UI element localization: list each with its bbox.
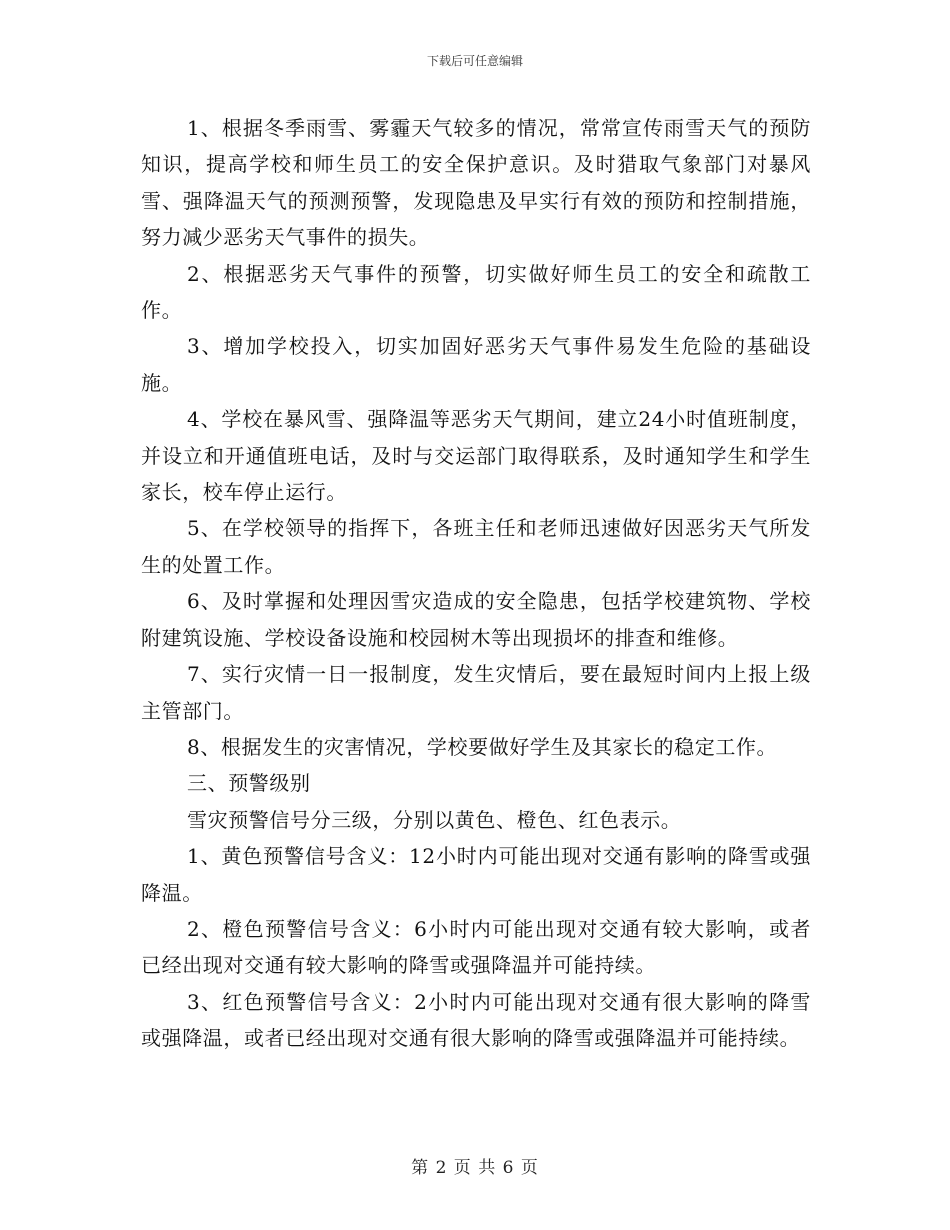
- paragraph-orange-warning: 2、橙色预警信号含义：6小时内可能出现对交通有较大影响，或者已经出现对交通有较大影响的降雪或强降温并可能持续。: [141, 916, 811, 978]
- paragraph-measure-6: 6、及时掌握和处理因雪灾造成的安全隐患，包括学校建筑物、学校附建筑设施、学校设备设施和校园树木等出现损坏的排查和维修。: [141, 589, 811, 650]
- page-footer: 第 2 页 共 6 页: [411, 1158, 539, 1178]
- paragraph-measure-3: 3、增加学校投入，切实加固好恶劣天气事件易发生危险的基础设施。: [141, 334, 811, 395]
- paragraph-measure-4: 4、学校在暴风雪、强降温等恶劣天气期间，建立24小时值班制度，并设立和开通值班电话，及时与交运部门取得联系，及时通知学生和学生家长，校车停止运行。: [141, 407, 811, 505]
- section-heading-warning-levels: 三、预警级别: [187, 771, 311, 796]
- paragraph-yellow-warning: 1、黄色预警信号含义：12小时内可能出现对交通有影响的降雪或强降温。: [141, 844, 811, 905]
- page-header: 下载后可任意编辑: [426, 54, 523, 68]
- document-body: [141, 110, 811, 1057]
- paragraph-measure-2: 2、根据恶劣天气事件的预警，切实做好师生员工的安全和疏散工作。: [141, 261, 811, 323]
- paragraph-measure-8: 8、根据发生的灾害情况，学校要做好学生及其家长的稳定工作。: [187, 734, 778, 759]
- paragraph-measure-1: 1、根据冬季雨雪、雾霾天气较多的情况，常常宣传雨雪天气的预防知识，提高学校和师生员工的安全保护意识。及时猎取气象部门对暴风雪、强降温天气的预测预警，发现隐患及早实行有效的预防和控制措施，努力减少恶劣天气事件的损失。: [141, 116, 811, 250]
- paragraph-warning-intro: 雪灾预警信号分三级，分别以黄色、橙色、红色表示。: [187, 807, 682, 832]
- paragraph-red-warning: 3、红色预警信号含义：2小时内可能出现对交通有很大影响的降雪或强降温，或者已经出现对交通有很大影响的降雪或强降温并可能持续。: [141, 989, 811, 1051]
- paragraph-measure-7: 7、实行灾情一日一报制度，发生灾情后，要在最短时间内上报上级主管部门。: [141, 662, 811, 723]
- paragraph-measure-5: 5、在学校领导的指挥下，各班主任和老师迅速做好因恶劣天气所发生的处置工作。: [141, 516, 811, 577]
